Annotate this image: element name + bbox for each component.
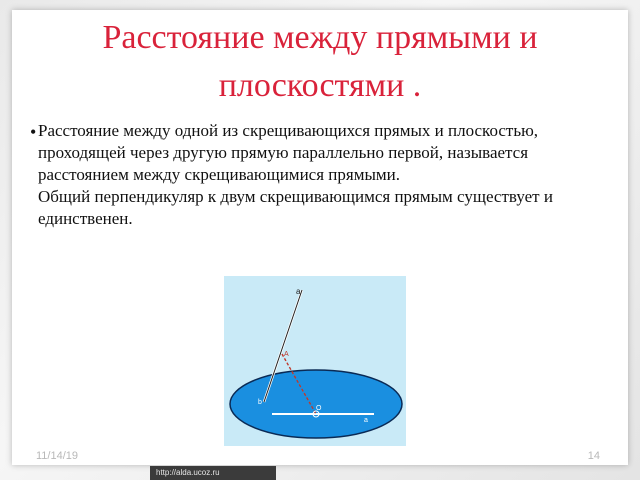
label-line-a: a: [296, 287, 301, 296]
footer-date: 11/14/19: [36, 450, 79, 462]
bullet-text: [38, 120, 598, 230]
bullet-marker: •: [30, 122, 37, 142]
label-point-o: O: [316, 405, 322, 412]
perpendicular-paragraph: Общий перпендикуляр к двум скрещивающимся прямым существует и единственен.: [38, 187, 553, 228]
footer-url: http://alda.ucoz.ru: [150, 466, 276, 480]
geometry-figure: [224, 276, 406, 446]
label-point-a: A: [284, 351, 289, 358]
plane-ellipse: [230, 370, 402, 438]
label-point-b: b: [258, 399, 262, 406]
figure-drawing: [224, 276, 406, 446]
footer-page-number: 14: [587, 450, 600, 462]
definition-paragraph: Расстояние между одной из скрещивающихся прямых и плоскостью, проходящей через другую прямую параллельно первой, называется расстоянием между скрещивающимися прямыми.: [38, 121, 539, 184]
label-line-b: a: [364, 417, 368, 424]
slide-title: Расстояние между прямыми и плоскостями .: [102, 19, 538, 104]
